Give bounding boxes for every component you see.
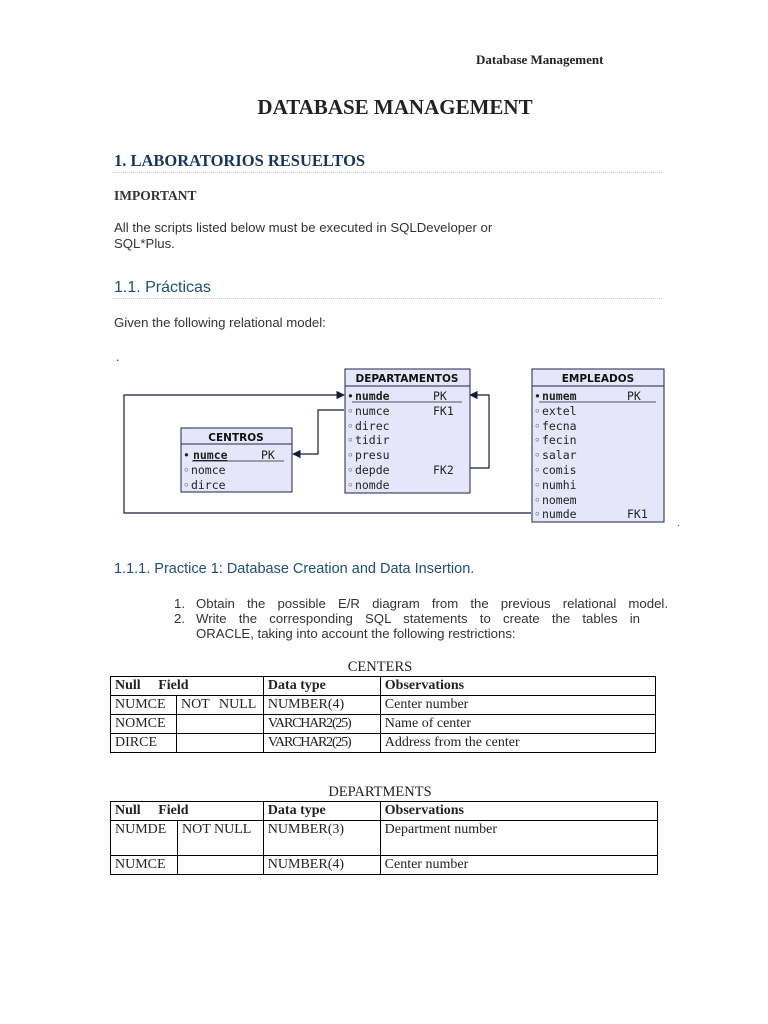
entity-field: ◦numhi [534,478,577,492]
table-cell: VARCHAR2(25) [263,715,380,734]
table-cell [177,856,263,875]
table-row [111,715,656,734]
stray-dot: . [116,349,120,364]
header-null: Null [115,678,141,693]
entity-field: • numce [183,448,228,462]
table-header-cell: Observations [380,802,657,821]
table-cell: DIRCE [111,734,177,753]
departments-table [110,801,658,875]
entity-departamentos [345,369,470,493]
header-field: Field [158,678,189,693]
entity-field: •numem [534,389,577,403]
entity-field: ◦nomem [534,493,577,507]
table-cell: Department number [380,821,657,856]
intro-line: All the scripts listed below must be executed in SQLDeveloper or [114,220,493,235]
entity-centros [181,428,292,492]
table-cell: Address from the center [380,734,655,753]
entity-field: ◦presu [347,448,390,462]
centers-table [110,676,656,753]
entity-title: DEPARTAMENTOS [355,373,459,385]
section-heading-1: 1. LABORATORIOS RESUELTOS [114,151,366,170]
table-cell: VARCHAR2(25) [263,734,380,753]
entity-field: ◦fecin [534,433,577,447]
table-row [111,821,658,856]
entity-title: CENTROS [208,432,264,444]
table-cell: NUMBER(4) [263,696,380,715]
important-label: IMPORTANT [114,188,197,203]
table-header-cell [111,677,264,696]
table-cell: NOT NULL [176,696,263,715]
entity-empleados [532,369,664,522]
document-title: DATABASE MANAGEMENT [257,95,533,119]
table-cell: Center number [380,856,657,875]
list-text: Write the corresponding SQL statements to create the tables in [196,611,640,626]
fk-line-departamentos-self [470,395,489,468]
entity-key: PK [261,448,275,462]
entity-field: ◦extel [534,404,577,418]
entity-field: ◦numce [347,404,390,418]
list-number: 2. [174,611,185,626]
entity-key: FK1 [433,404,454,418]
entity-key: FK1 [627,507,648,521]
entity-title: EMPLEADOS [561,373,635,385]
entity-key: PK [627,389,641,403]
list-item [0,611,768,643]
stray-dot: . [677,518,680,529]
table-row [111,856,658,875]
list-text: ORACLE, taking into account the following restrictions: [196,626,516,641]
table-header-cell: Data type [263,677,380,696]
table-header-row [111,677,656,696]
table-cell: NOT NULL [177,821,263,856]
table-header-cell [111,802,264,821]
entity-field: ◦salar [534,448,577,462]
table-row [111,696,656,715]
fk-line-departamentos-centros [293,410,344,454]
section-heading-1-1: 1.1. Prácticas [114,279,211,296]
table-cell: NUMBER(4) [263,856,380,875]
table-cell: NOMCE [111,715,177,734]
table-cell: NUMCE [111,856,178,875]
table-cell: Center number [380,696,655,715]
table-cell: Name of center [380,715,655,734]
entity-key: PK [433,389,447,403]
list-item [0,596,768,612]
entity-key: FK2 [433,463,454,477]
entity-field: ◦depde [347,463,390,477]
table-cell [176,715,263,734]
table-cell: NUMDE [111,821,178,856]
table-cell [176,734,263,753]
table-row [111,734,656,753]
header-null: Null [115,803,141,818]
table-header-cell: Data type [263,802,380,821]
entity-field: ◦fecna [534,419,577,433]
table-cell: NUMCE [111,696,177,715]
intro-line: SQL*Plus. [114,236,175,251]
entity-field: ◦numde [534,507,577,521]
list-text: Obtain the possible E/R diagram from the previous relational model. [196,596,668,611]
table-caption: CENTERS [347,659,413,675]
table-header-cell: Observations [380,677,655,696]
entity-field: ◦comis [534,463,577,477]
table-cell: NUMBER(3) [263,821,380,856]
header-field: Field [158,803,189,818]
running-header: Database Management [476,52,604,67]
list-number: 1. [174,596,185,611]
entity-field: ◦tidir [347,433,390,447]
given-text: Given the following relational model: [114,315,326,330]
entity-field: ◦nomce [183,463,226,477]
section-heading-1-1-1: 1.1.1. Practice 1: Database Creation and Data Insertion. [114,561,475,577]
entity-field: ◦dirce [183,478,226,492]
table-caption: DEPARTMENTS [328,784,432,800]
entity-field: ◦direc [347,419,390,433]
table-header-row [111,802,658,821]
entity-field: •numde [347,389,390,403]
entity-field: ◦nomde [347,478,390,492]
